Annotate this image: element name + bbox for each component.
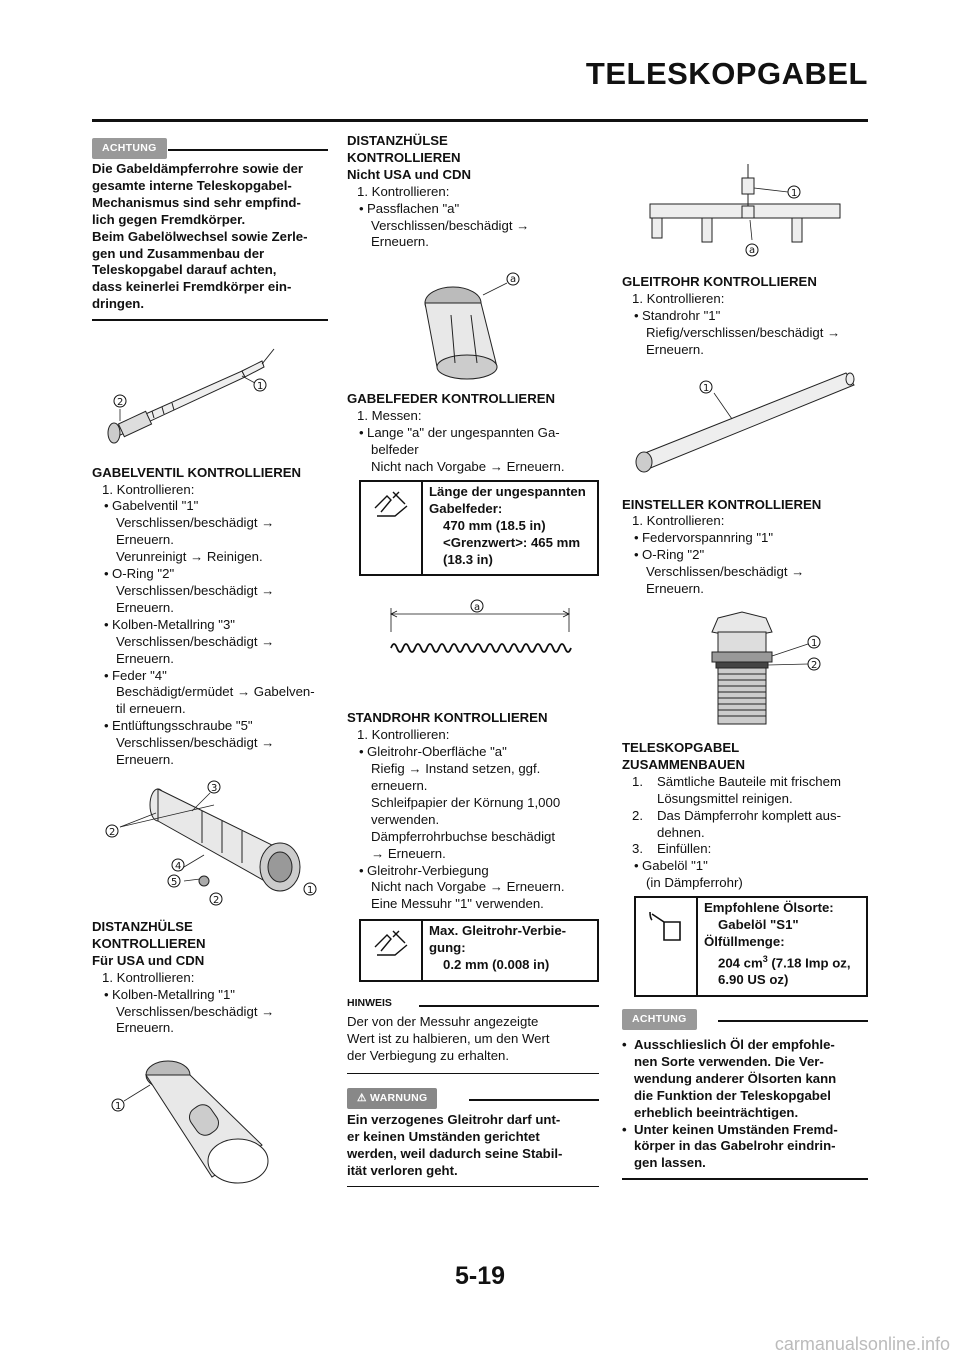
figure-dial-gauge bbox=[622, 148, 868, 270]
svg-text:2: 2 bbox=[109, 826, 116, 838]
caution-header bbox=[92, 138, 328, 158]
svg-text:a: a bbox=[510, 274, 517, 286]
section-heading-standrohr: STANDROHR KONTROLLIEREN bbox=[347, 710, 548, 726]
header-rule bbox=[92, 119, 868, 122]
svg-text:3: 3 bbox=[211, 782, 218, 794]
spec-box-bend: Max. Gleitrohr-Verbie- gung: 0.2 mm (0.008 in) bbox=[359, 919, 599, 982]
svg-text:a: a bbox=[749, 245, 756, 256]
spec-box-spring-length: Länge der ungespannten Gabelfeder: 470 mm (18.5 in) <Grenzwert>: 465 mm (18.3 in) bbox=[359, 480, 599, 577]
collar-drawing bbox=[92, 1045, 328, 1185]
measure-icon bbox=[361, 921, 423, 980]
caution-list: • Ausschlieslich Öl der empfohle- nen Sorte verwenden. Die Ver- wendung anderer Ölsorten kann die Funktion der Teleskopgabel erheblich beeinträchtigen. • Unter keinen Umständen Fremd- körper in das Gabelrohr eindrin- gen lassen. bbox=[622, 1037, 868, 1172]
adjuster-drawing bbox=[622, 598, 868, 736]
page-number: 5-19 bbox=[454, 1262, 506, 1290]
figure-piston bbox=[92, 775, 328, 915]
column-3: 1 a GLEITROHR KONTROLLIEREN 1. Kontrollieren: • Standrohr "1" Riefig/verschlissen/beschädigt → Erneuern. 1 EINSTELLER KONTROLLIEREN 1. Kontrollieren: • Federvorspannring "1" • O-Ring "2" Verschlissen/beschädigt → Erneuern. 1 2 TELESKOPGABEL ZUSAMMENBAUEN 1. Sämtliche Bauteile mit frischem Lösungsmittel reinigen. 2. Das Dämpferrohr komplett aus- dehnen. 3. Einfüllen: • Gabelöl "1" (in Dämpferrohr) Empfohlene Ölsorte: Gabelöl "S1" Ölfüllmenge: 204 $cm^3$ (7.18 Imp oz, 6.90 US oz) ACHTUNG • Ausschlieslich Öl der empfohle- nen Sorte verwenden. Die Ver- wendung anderer Ölsorten kann die Funktion der Teleskopgabel erheblich beeinträchtigen. • Unter keinen Umständen Fremd- körper in das Gabelrohr eindrin- gen lassen. bbox=[622, 148, 868, 1180]
figure-outer-tube bbox=[622, 359, 868, 493]
watermark: carmanualsonline.info bbox=[774, 1334, 950, 1354]
spec-box-oil: Empfohlene Ölsorte: Gabelöl "S1" Ölfüllmenge: 204 $cm^3$ (7.18 Imp oz, 6.90 US oz) bbox=[634, 896, 868, 997]
caution-header-2: ACHTUNG bbox=[622, 1009, 868, 1029]
warnung-text: Ein verzogenes Gleitrohr darf unt- er keinen Umständen gerichtet werden, weil dadurch seine Stabil- ität verloren geht. bbox=[347, 1112, 563, 1178]
achtung-tag: ACHTUNG bbox=[92, 138, 167, 159]
caution-text: Die Gabeldämpferrohre sowie der gesamte interne Teleskopgabel- Mechanismus sind sehr empfind- lich gegen Fremdkörper. Beim Gabelölwechsel sowie Zerle- gen und Zusammenbau der Teleskopgabel darauf achten, dass keinerlei Fremdkörper ein- dringen. bbox=[92, 161, 308, 312]
warnung-header: ⚠ WARNUNG bbox=[347, 1088, 599, 1108]
outer-tube-drawing bbox=[622, 359, 868, 493]
svg-text:2: 2 bbox=[213, 894, 220, 906]
svg-text:1: 1 bbox=[791, 188, 798, 199]
svg-text:1: 1 bbox=[811, 637, 818, 649]
damper-rod-drawing bbox=[92, 321, 328, 461]
measure-icon bbox=[361, 482, 423, 575]
section-heading-distanzhuelse-other: DISTANZHÜLSE KONTROLLIEREN Nicht USA und CDN bbox=[347, 133, 472, 182]
spring-drawing bbox=[347, 576, 599, 706]
oil-can-icon bbox=[636, 898, 698, 995]
spring-coil bbox=[391, 644, 571, 652]
figure-collar-1 bbox=[92, 1045, 328, 1185]
svg-text:a: a bbox=[474, 602, 481, 614]
hinweis-header: HINWEIS bbox=[347, 994, 599, 1014]
callout-1: 1 bbox=[257, 380, 264, 392]
svg-text:5: 5 bbox=[171, 876, 178, 888]
section-heading-zusammenbauen: TELESKOPGABEL ZUSAMMENBAUEN bbox=[622, 739, 746, 772]
svg-text:2: 2 bbox=[811, 659, 818, 671]
dial-gauge-drawing bbox=[622, 148, 868, 270]
section-heading-gabelventil: GABELVENTIL KONTROLLIEREN bbox=[92, 464, 302, 480]
callout-2: 2 bbox=[117, 396, 124, 408]
svg-text:1: 1 bbox=[115, 1101, 122, 1113]
collar-2-drawing bbox=[347, 251, 599, 387]
page-title: TELESKOPGABEL bbox=[585, 56, 868, 91]
figure-adjuster bbox=[622, 598, 868, 736]
section-heading-gabelfeder: GABELFEDER KONTROLLIEREN bbox=[347, 391, 556, 407]
svg-text:1: 1 bbox=[307, 884, 314, 896]
figure-spring bbox=[347, 576, 599, 706]
svg-text:4: 4 bbox=[175, 860, 182, 872]
figure-damper-rod bbox=[92, 321, 328, 461]
section-heading-gleitrohr: GLEITROHR KONTROLLIEREN bbox=[622, 274, 817, 289]
hinweis-text: Der von der Messuhr angezeigte Wert ist zu halbieren, um den Wert der Verbiegung zu erhalten. bbox=[347, 1014, 550, 1063]
section-heading-distanzhuelse-usa: DISTANZHÜLSE KONTROLLIEREN Für USA und CDN bbox=[92, 918, 206, 968]
warning-icon: ⚠ bbox=[357, 1092, 370, 1105]
figure-collar-2 bbox=[347, 251, 599, 387]
piston-drawing bbox=[92, 775, 328, 915]
column-2: DISTANZHÜLSE KONTROLLIEREN Nicht USA und CDN 1. Kontrollieren: • Passflachen "a" Verschlissen/beschädigt → Erneuern. a GABELFEDER KONTROLLIEREN 1. Messen: • Lange "a" der ungespannten Ga- belfeder Nicht nach Vorgabe → Erneuern. Länge der ungespannten Gabelfeder: 470 mm (18.5 in) <Grenzwert>: 465 mm (18.3 in) a STANDROHR KONTROLLIEREN 1. Kontrollieren: • Gleitrohr-Oberfläche "a" Riefig → Instand setzen, ggf. erneuern. Schleifpapier der Körnung 1,000 verwenden. Dämpferrohrbuchse beschädigt → Erneuern. • Gleitrohr-Verbiegung Nicht nach Vorgabe → Erneuern. Eine Messuhr "1" verwenden. Max. Gleitrohr-Verbie- gung: 0.2 mm (0.008 in) HINWEIS Der von der Messuhr angezeigte Wert ist zu halbieren, um den Wert der Verbiegung zu erhalten. ⚠ WARNUNG Ein verzogenes Gleitrohr darf unt- er keinen Umständen gerichtet werden, weil dadurch seine Stabil- ität verloren geht. bbox=[347, 133, 599, 1187]
column-1: ACHTUNG Die Gabeldämpferrohre sowie der gesamte interne Teleskopgabel- Mechanismus sind sehr empfind- lich gegen Fremdkörper. Beim Gabelölwechsel sowie Zerle- gen und Zusammenbau der Teleskopgabel darauf achten, dass keinerlei Fremdkörper ein- dringen. 1 2 GABELVENTIL KONTROLLIEREN 1. Kontrollieren: • Gabelventil "1" Verschlissen/beschädigt → Erneuern. Verunreinigt → Reinigen. • O-Ring "2" Verschlissen/beschädigt → Erneuern. • Kolben-Metallring "3" Verschlissen/beschädigt → Erneuern. • Feder "4" Beschädigt/ermüdet → Gabelven- til erneuern. • Entlüftungsschraube "5" Verschlissen/beschädigt → Erneuern. 3 2 4 5 2 1 DISTANZHÜLSE KONTROLLIEREN Für USA und CDN 1. Kontrollieren: • Kolben-Metallring "1" Verschlissen/beschädigt → Erneuern. 1 bbox=[92, 138, 328, 1185]
section-heading-einsteller: EINSTELLER KONTROLLIEREN bbox=[622, 496, 822, 512]
svg-text:1: 1 bbox=[703, 382, 710, 394]
